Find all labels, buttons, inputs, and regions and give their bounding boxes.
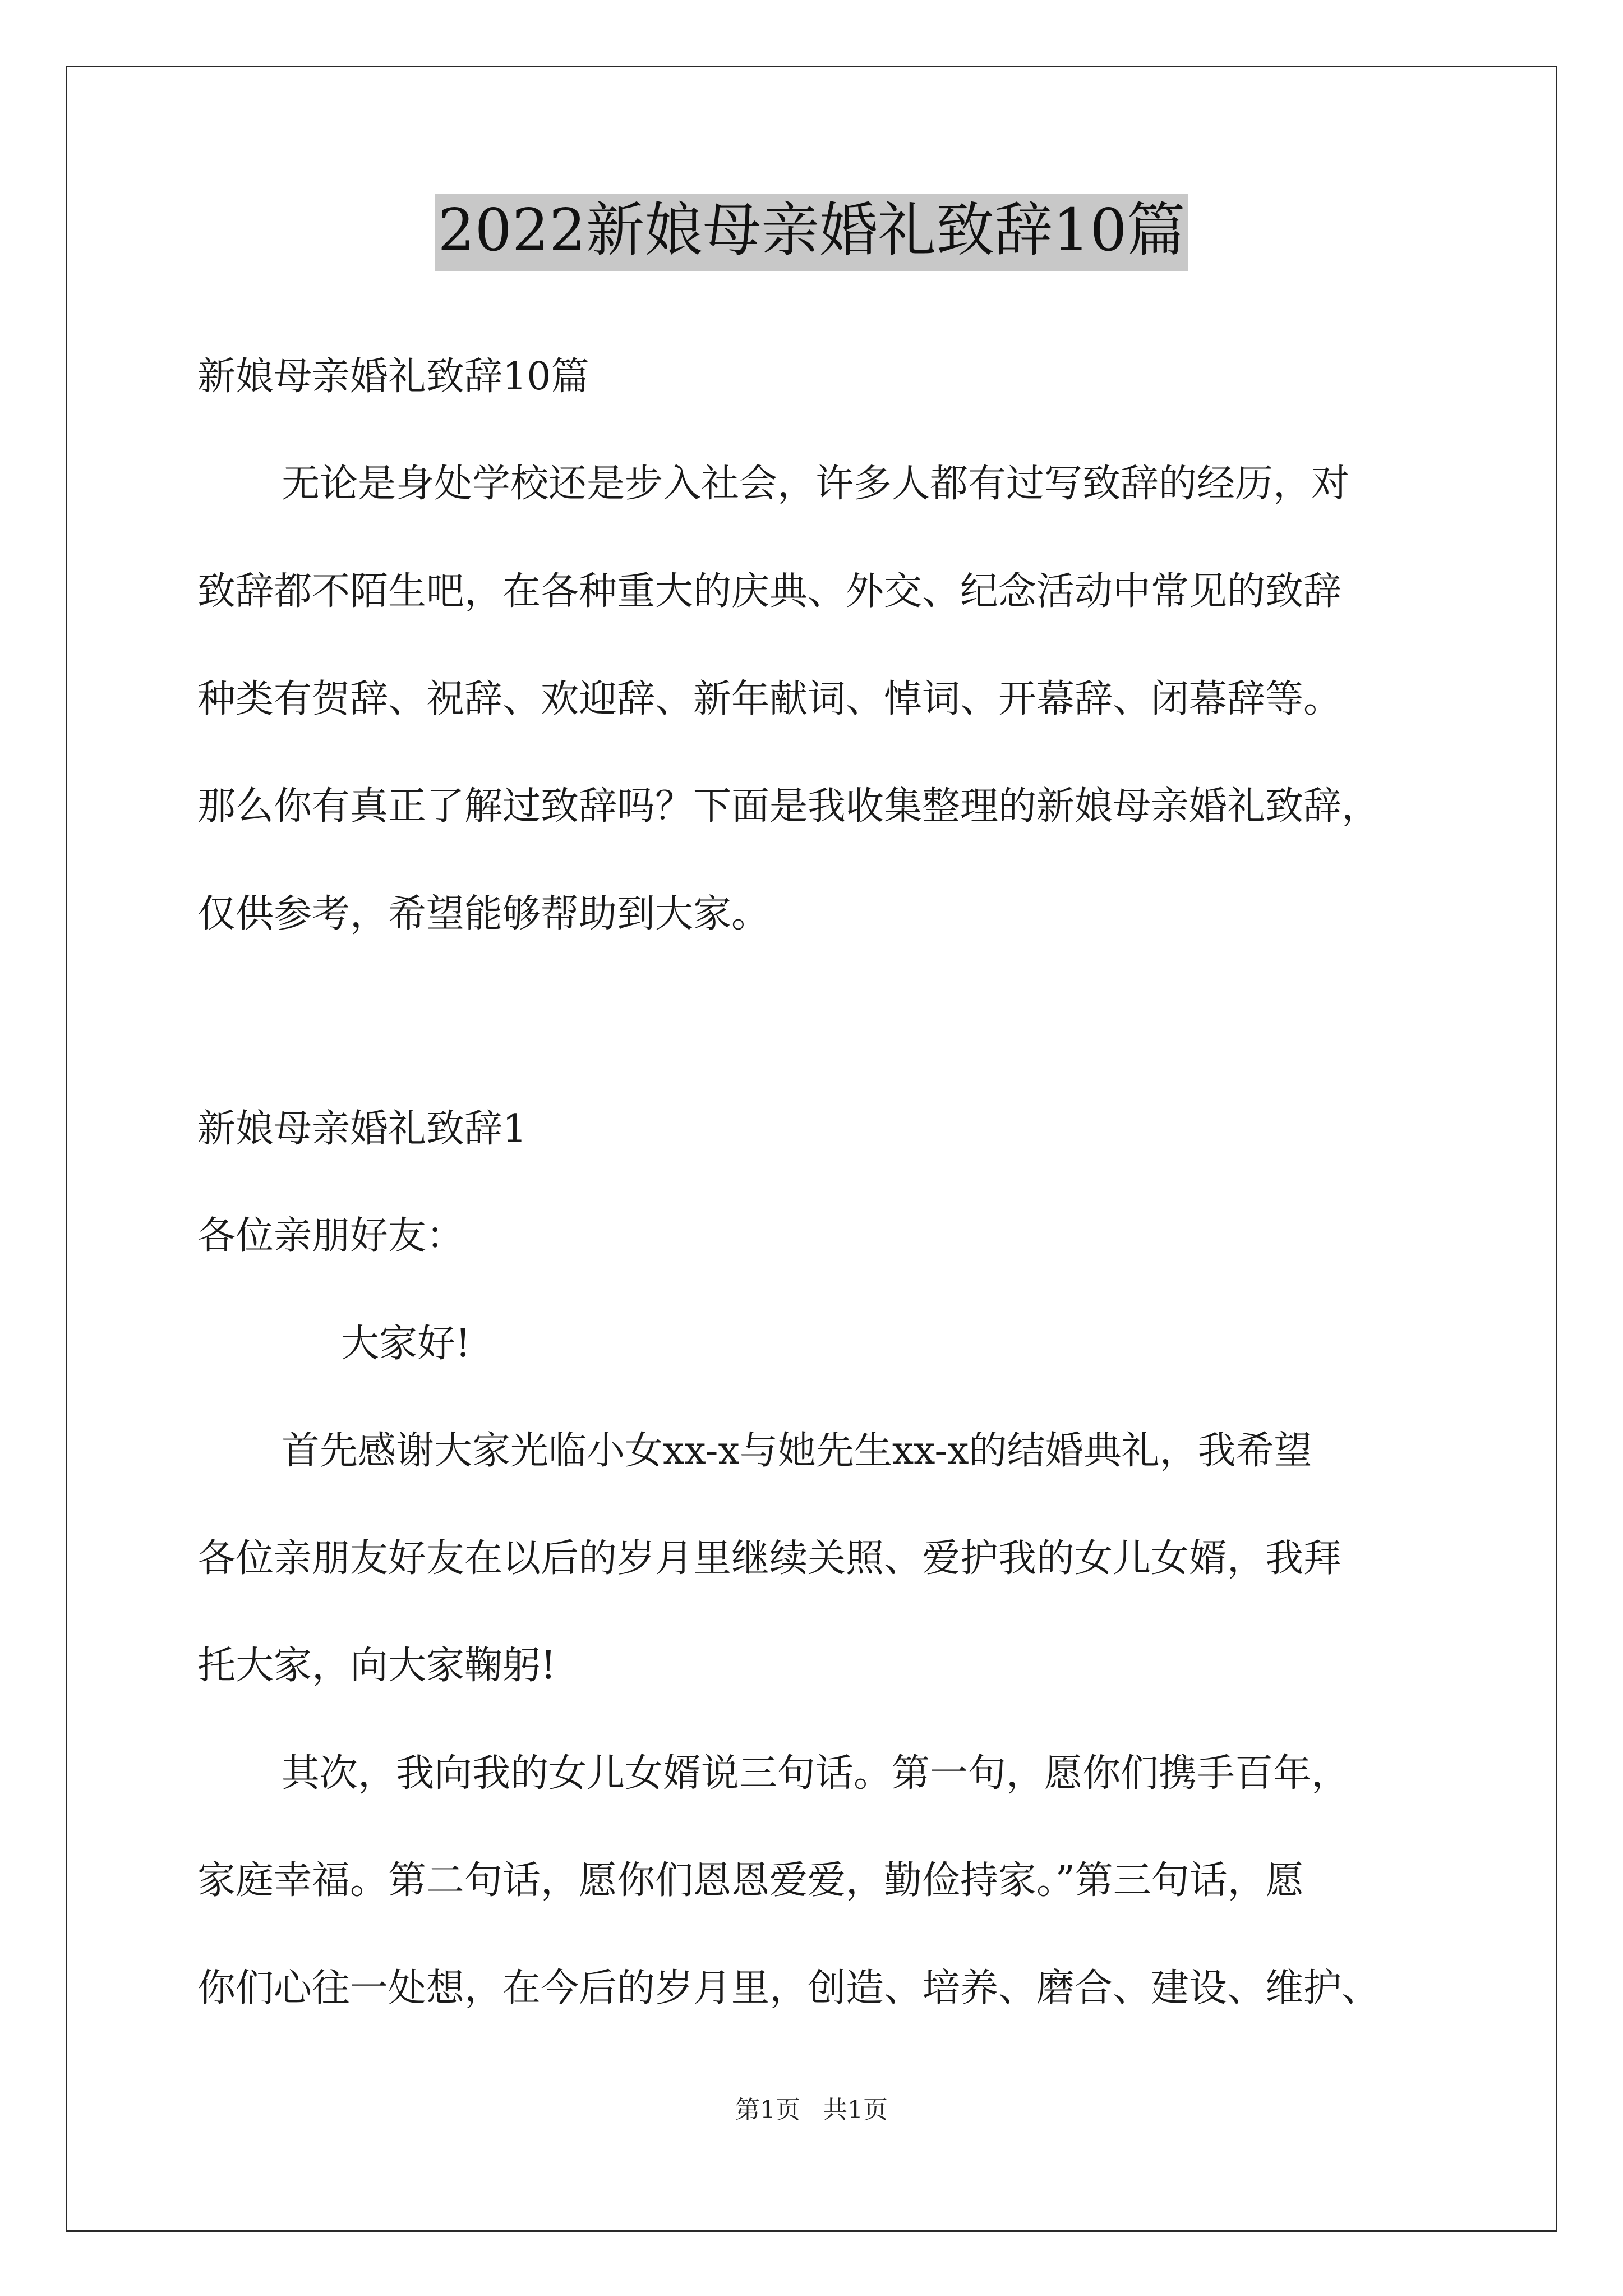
section-heading: 新娘母亲婚礼致辞1 <box>197 1107 527 1151</box>
paragraph-line: 无论是身处学校还是步入社会，许多人都有过写致辞的经历，对 <box>282 462 1350 506</box>
document-title: 2022新娘母亲婚礼致辞10篇 <box>435 194 1187 271</box>
paragraph-line: 那么你有真正了解过致辞吗？下面是我收集整理的新娘母亲婚礼致辞， <box>197 784 1380 829</box>
paragraph-line: 仅供参考，希望能够帮助到大家。 <box>197 892 770 936</box>
page-footer <box>0 2096 1623 2125</box>
paragraph-line: 种类有贺辞、祝辞、欢迎辞、新年献词、悼词、开幕辞、闭幕辞等。 <box>197 677 1342 721</box>
paragraph-line: 家庭幸福。第二句话，愿你们恩恩爱爱，勤俭持家。”第三句话，愿 <box>197 1858 1304 1903</box>
title-block <box>0 194 1623 271</box>
paragraph-line: 首先感谢大家光临小女xx-x与她先生xx-x的结婚典礼，我希望 <box>282 1429 1312 1473</box>
paragraph-line: 你们心往一处想，在今后的岁月里，创造、培养、磨合、建设、维护、 <box>197 1966 1380 2010</box>
paragraph-line: 托大家，向大家鞠躬! <box>197 1644 556 1688</box>
paragraph-line: 其次，我向我的女儿女婿说三句话。第一句，愿你们携手百年， <box>282 1751 1350 1796</box>
page-total: 共1页 <box>823 2096 888 2124</box>
page-number: 第1页 <box>735 2096 800 2124</box>
greeting: 大家好! <box>341 1322 471 1366</box>
subtitle-line: 新娘母亲婚礼致辞10篇 <box>197 355 589 399</box>
paragraph-line: 致辞都不陌生吧，在各种重大的庆典、外交、纪念活动中常见的致辞 <box>197 569 1342 614</box>
paragraph-line: 各位亲朋友好友在以后的岁月里继续关照、爱护我的女儿女婿，我拜 <box>197 1536 1342 1581</box>
salutation: 各位亲朋好友： <box>197 1214 465 1258</box>
